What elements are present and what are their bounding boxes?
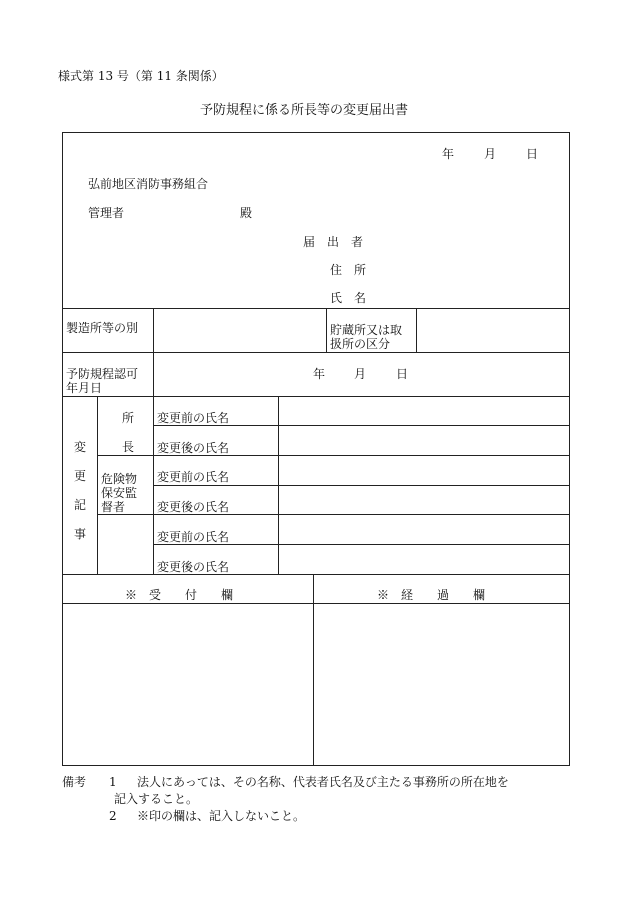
row-divider — [153, 544, 570, 545]
progress-header: ※ 経 過 欄 — [377, 588, 486, 602]
date-month: 月 — [484, 147, 497, 161]
supervisor-label-line: 危険物 — [101, 472, 138, 486]
approval-month: 月 — [354, 367, 367, 381]
after-name-label: 変更後の氏名 — [157, 441, 230, 455]
row-divider — [62, 396, 570, 397]
notifier-label: 届 出 者 — [303, 235, 364, 249]
col-divider — [153, 308, 154, 352]
before-name-label: 変更前の氏名 — [157, 470, 230, 484]
date-day: 日 — [526, 147, 539, 161]
supervisor-before-input[interactable] — [282, 458, 566, 482]
page-title: 予防規程に係る所長等の変更届出書 — [200, 103, 409, 118]
col-divider — [97, 396, 98, 574]
row-divider — [62, 574, 570, 575]
storage-type-input[interactable] — [420, 312, 566, 348]
row-divider — [62, 603, 570, 604]
note-number: 2 — [109, 809, 117, 823]
row-divider — [97, 455, 570, 456]
change-label-char: 更 — [74, 469, 87, 483]
supervisor-after-input[interactable] — [282, 488, 566, 512]
after-name-label: 変更後の氏名 — [157, 560, 230, 574]
row-divider — [153, 485, 570, 486]
facility-type-label: 製造所等の別 — [66, 321, 139, 335]
before-name-label: 変更前の氏名 — [157, 530, 230, 544]
col-divider — [326, 308, 327, 352]
storage-type-label-line1: 貯蔵所又は取 — [330, 323, 403, 337]
director-after-input[interactable] — [282, 429, 566, 453]
approval-date-label-line2: 年月日 — [66, 381, 103, 395]
row-divider — [62, 308, 570, 309]
col-divider — [153, 352, 154, 396]
supervisor-label-line: 保安監 — [101, 486, 138, 500]
notes-label: 備考 — [62, 775, 87, 789]
addressee-org: 弘前地区消防事務組合 — [88, 177, 209, 191]
storage-type-label-line2: 扱所の区分 — [330, 337, 391, 351]
change-label-char: 記 — [74, 498, 87, 512]
before-name-label: 変更前の氏名 — [157, 411, 230, 425]
director-before-input[interactable] — [282, 399, 566, 423]
col-divider — [416, 308, 417, 352]
date-year: 年 — [442, 147, 455, 161]
director-char: 所 — [122, 411, 135, 425]
address-label: 住 所 — [330, 263, 367, 277]
approval-date-label — [66, 367, 138, 395]
note-number: 1 — [109, 775, 117, 789]
name-label: 氏 名 — [330, 291, 367, 305]
note-text: ※印の欄は、記入しないこと。 — [137, 809, 306, 823]
change-label-char: 変 — [74, 440, 87, 454]
director-char: 長 — [122, 440, 135, 454]
approval-day: 日 — [396, 367, 409, 381]
approval-year: 年 — [313, 367, 326, 381]
honorific: 殿 — [240, 206, 253, 220]
note-text: 法人にあっては、その名称、代表者氏名及び主たる事務所の所在地を — [137, 775, 509, 789]
change-label-char: 事 — [74, 527, 87, 541]
col-divider — [313, 574, 314, 766]
supervisor-label-line: 督者 — [101, 500, 126, 514]
after-name-label: 変更後の氏名 — [157, 500, 230, 514]
addressee-role: 管理者 — [88, 206, 125, 220]
note-text-continued: 記入すること。 — [114, 792, 199, 806]
row-divider — [97, 514, 570, 515]
reception-header: ※ 受 付 欄 — [125, 588, 234, 602]
row-divider — [153, 425, 570, 426]
supervisor-label — [101, 472, 137, 514]
form-number: 様式第 13 号（第 11 条関係） — [58, 69, 224, 83]
facility-type-input[interactable] — [158, 312, 322, 348]
storage-type-label — [330, 323, 402, 351]
approval-date-label-line1: 予防規程認可 — [66, 367, 139, 381]
other-before-input[interactable] — [282, 517, 566, 541]
row-divider — [62, 352, 570, 353]
other-after-input[interactable] — [282, 547, 566, 571]
